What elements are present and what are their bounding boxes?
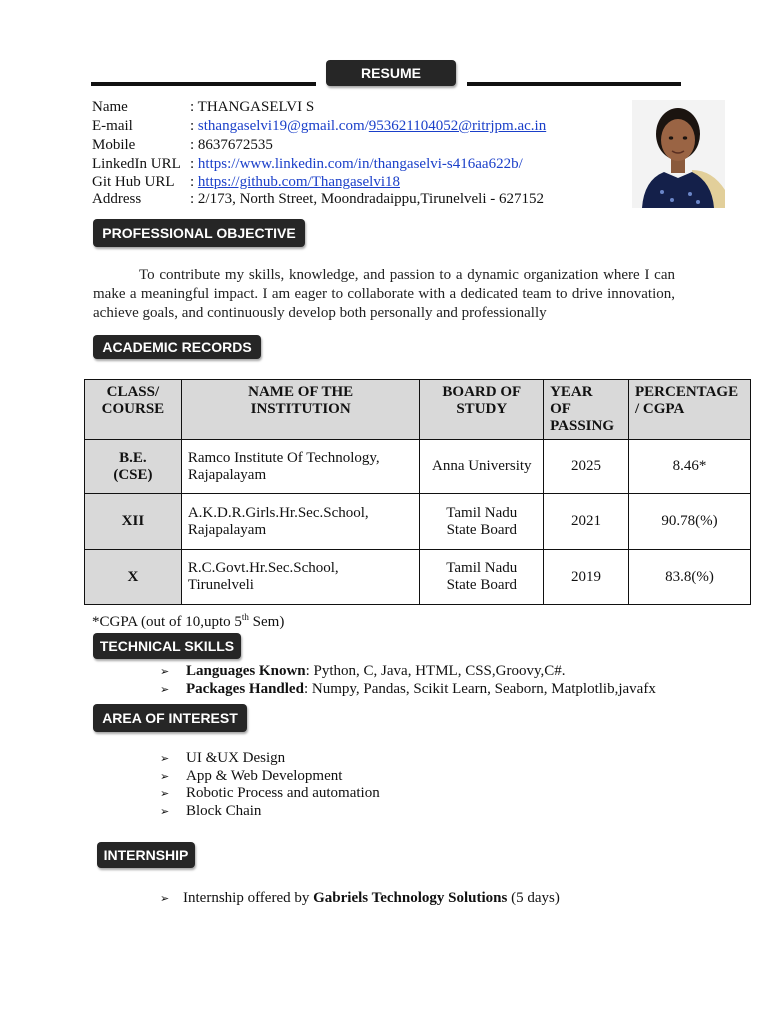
cell-text: Anna University [431, 458, 532, 474]
cell-text: Tirunelveli [187, 577, 254, 593]
header-text: / CGPA [635, 401, 685, 417]
cell-text: B.E. [119, 449, 147, 466]
interest-text: Block Chain [186, 802, 262, 819]
section-area-of-interest: AREA OF INTEREST [93, 704, 247, 732]
table-header-row [85, 380, 751, 440]
arrow-bullet-icon: ➢ [160, 752, 170, 765]
cell-institution [181, 494, 420, 550]
header-text: STUDY [456, 401, 508, 417]
section-internship: INTERNSHIP [97, 842, 195, 868]
table-row [85, 440, 751, 494]
contact-label: Address [92, 191, 142, 207]
cell-class: XII [85, 494, 182, 550]
contact-email [92, 117, 546, 136]
section-technical-skills: TECHNICAL SKILLS [93, 633, 241, 659]
cell-board [420, 494, 544, 550]
internship-list [160, 890, 560, 908]
email-link-secondary[interactable]: 953621104052@ritrjpm.ac.in [368, 118, 547, 134]
skill-label: Packages Handled [186, 680, 304, 697]
header-text: OF [550, 401, 571, 417]
list-item [160, 681, 656, 699]
contact-label: LinkedIn URL [92, 156, 181, 172]
list-item [160, 750, 380, 768]
cell-text: State Board [446, 521, 517, 538]
header-class [85, 380, 182, 440]
list-item [160, 785, 380, 803]
header-rule-right [467, 82, 681, 86]
contact-sep: : [190, 118, 195, 134]
contact-label: E-mail [92, 118, 133, 134]
cell-text: Rajapalayam [187, 466, 267, 483]
skill-value: : Numpy, Pandas, Scikit Learn, Seaborn, Matplotlib,javafx [303, 680, 656, 697]
contact-value: 8637672535 [197, 137, 273, 153]
objective-text [93, 266, 675, 323]
header-text: YEAR [550, 384, 593, 400]
table-row [85, 494, 751, 550]
arrow-bullet-icon: ➢ [160, 769, 170, 783]
arrow-bullet-icon: ➢ [160, 665, 170, 678]
resume-title: RESUME [326, 60, 456, 86]
contact-label: Mobile [92, 137, 136, 153]
contact-sep: : [190, 156, 195, 172]
contact-address [92, 190, 544, 209]
github-link[interactable]: https://github.com/Thangaselvi18 [197, 174, 400, 190]
list-item [160, 768, 380, 786]
header-text: PASSING [550, 418, 614, 434]
contact-sep: : [190, 191, 195, 207]
section-professional-objective: PROFESSIONAL OBJECTIVE [93, 219, 305, 247]
arrow-bullet-icon: ➢ [160, 682, 170, 696]
header-text: NAME OF THE [248, 384, 354, 400]
internship-text: (5 days) [507, 890, 560, 906]
section-academic-records: ACADEMIC RECORDS [93, 335, 261, 359]
contact-linkedin [92, 155, 523, 174]
contact-value: 2/173, North Street, Moondradaippu,Tirunelveli - 627152 [197, 191, 544, 207]
header-text: CLASS/ [106, 384, 160, 400]
header-board [420, 380, 544, 440]
header-institution [181, 380, 420, 440]
cell-percentage: 90.78(%) [629, 494, 751, 550]
footnote-sup: th [241, 612, 249, 622]
cell-board [420, 440, 544, 494]
interest-text: App & Web Development [186, 767, 343, 784]
footnote-text: *CGPA (out of 10,upto 5 [92, 614, 242, 630]
internship-text: Internship offered by [183, 890, 314, 906]
header-text: BOARD OF [442, 384, 522, 400]
cell-year: 2019 [544, 550, 629, 605]
profile-photo-illustration [632, 100, 725, 208]
cell-year: 2025 [544, 440, 629, 494]
cell-class: X [85, 550, 182, 605]
header-text: INSTITUTION [250, 401, 351, 417]
interest-text: Robotic Process and automation [186, 785, 380, 801]
contact-label: Git Hub URL [92, 174, 175, 190]
arrow-bullet-icon: ➢ [160, 804, 170, 818]
cell-text: Tamil Nadu [446, 504, 518, 521]
contact-mobile [92, 136, 273, 155]
objective-body: To contribute my skills, knowledge, and passion to a dynamic organization where I can make a meaningful impact. I am eager to collaborate with a dedicated team to drive innovation, achieve goals, and continuously develop both personally and professionally [93, 267, 675, 321]
contact-name [92, 98, 314, 117]
email-link-primary[interactable]: sthangaselvi19@gmail.com/ [197, 118, 369, 134]
cgpa-footnote [92, 612, 284, 631]
list-item [160, 803, 380, 821]
cell-text: Ramco Institute Of Technology, [187, 449, 380, 466]
cell-percentage: 83.8(%) [629, 550, 751, 605]
linkedin-link[interactable]: https://www.linkedin.com/in/thangaselvi-s416aa622b/ [197, 156, 523, 172]
skill-value: : Python, C, Java, HTML, CSS,Groovy,C#. [305, 663, 566, 679]
header-text: PERCENTAGE [635, 384, 739, 400]
cell-class [85, 440, 182, 494]
cell-year: 2021 [544, 494, 629, 550]
skill-label: Languages Known [186, 663, 306, 679]
cell-text: State Board [446, 577, 517, 593]
contact-sep: : [190, 137, 195, 153]
academic-table [84, 379, 751, 605]
skills-list [160, 663, 656, 698]
cell-text: R.C.Govt.Hr.Sec.School, [187, 560, 339, 576]
contact-sep: : [190, 174, 195, 190]
cell-institution [181, 550, 420, 605]
profile-photo [632, 100, 725, 208]
header-text: COURSE [101, 401, 165, 417]
cell-institution [181, 440, 420, 494]
internship-company: Gabriels Technology Solutions [313, 890, 508, 906]
list-item [160, 663, 656, 681]
contact-sep: : [190, 99, 195, 115]
cell-text: (CSE) [113, 466, 153, 483]
cell-text: A.K.D.R.Girls.Hr.Sec.School, [187, 504, 369, 521]
cell-text: Rajapalayam [187, 521, 267, 538]
header-year [544, 380, 629, 440]
cell-percentage: 8.46* [629, 440, 751, 494]
footnote-text: Sem) [248, 614, 285, 630]
interest-list [160, 750, 380, 820]
header-rule-left [91, 82, 316, 86]
cell-text: Tamil Nadu [446, 560, 518, 576]
interest-text: UI &UX Design [186, 750, 286, 766]
table-row [85, 550, 751, 605]
arrow-bullet-icon: ➢ [160, 892, 170, 905]
arrow-bullet-icon: ➢ [160, 787, 170, 800]
cell-board [420, 550, 544, 605]
list-item [160, 890, 560, 908]
contact-value: THANGASELVI S [197, 99, 315, 115]
header-percentage [629, 380, 751, 440]
contact-label: Name [92, 99, 128, 115]
